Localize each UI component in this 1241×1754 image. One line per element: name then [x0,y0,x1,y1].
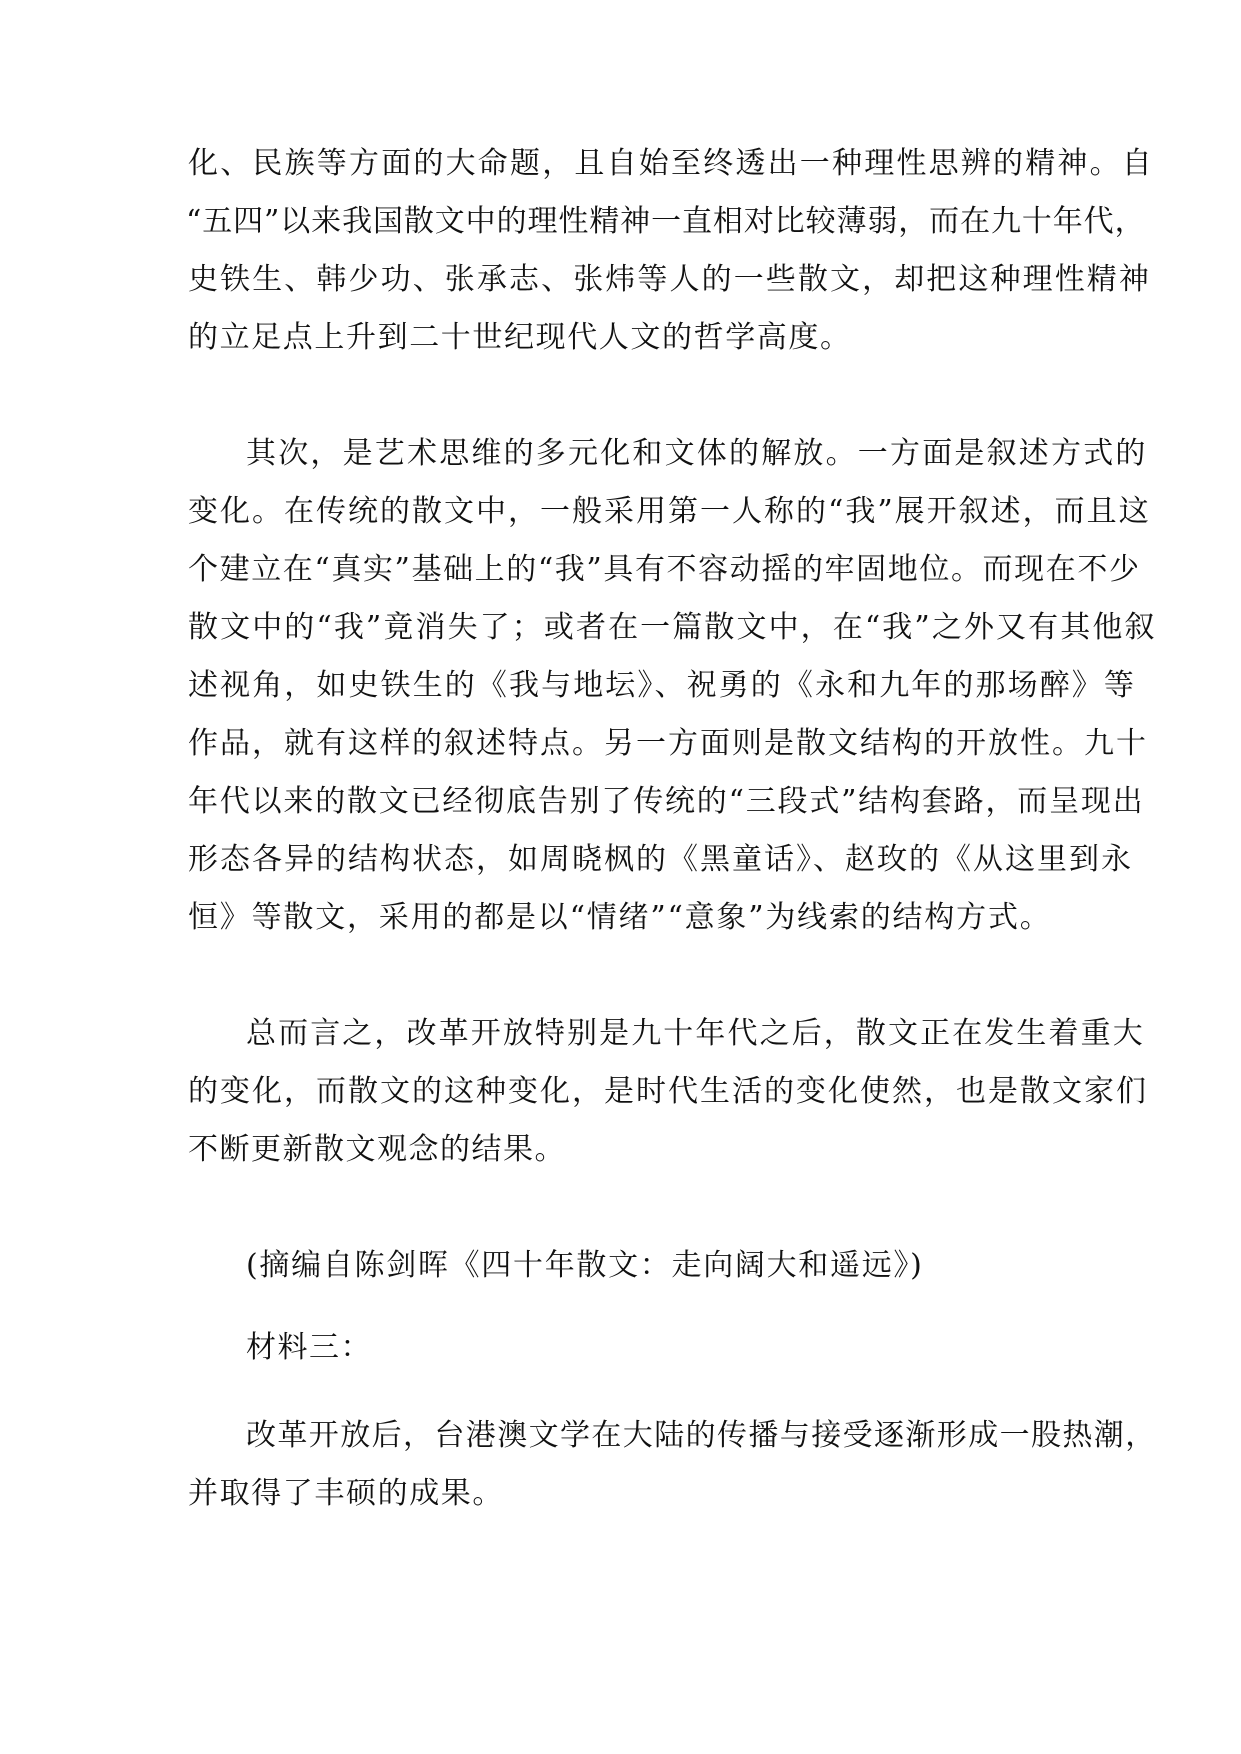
text-line [0,1124,1241,1176]
paragraph-first-line [0,1410,1241,1462]
text-line [0,312,1241,364]
text-line-content: 个建立在“真实”基础上的“我”具有不容动摇的牢固地位。而现在不少 [188,552,1141,587]
text-line [0,892,1241,944]
text-line [0,1066,1241,1118]
text-line-content: 的立足点上升到二十世纪现代人文的哲学高度。 [188,320,852,355]
text-line-content: 其次，是艺术思维的多元化和文体的解放。一方面是叙述方式的 [246,436,1148,471]
text-line-content: 的变化，而散文的这种变化，是时代生活的变化使然，也是散文家们 [188,1074,1148,1109]
text-line-content: 恒》等散文，采用的都是以“情绪”“意象”为线索的结构方式。 [188,900,1052,935]
text-line-content: 述视角，如史铁生的《我与地坛》、祝勇的《永和九年的那场醉》等 [188,668,1136,703]
text-line-content: “五四”以来我国散文中的理性精神一直相对比较薄弱，而在九十年代， [186,204,1146,239]
text-line [0,544,1241,596]
text-line-content: 散文中的“我”竟消失了；或者在一篇散文中，在“我”之外又有其他叙 [188,610,1157,645]
text-line-content: 年代以来的散文已经彻底告别了传统的“三段式”结构套路，而呈现出 [188,784,1145,819]
section-heading [0,1322,1241,1374]
text-line-content: 史铁生、韩少功、张承志、张炜等人的一些散文，却把这种理性精神 [188,262,1151,297]
text-line-content: 变化。在传统的散文中，一般采用第一人称的“我”展开叙述，而且这 [188,494,1151,529]
text-line-content: 改革开放后，台港澳文学在大陆的传播与接受逐渐形成一股热潮， [246,1418,1157,1453]
text-line [0,718,1241,770]
paragraph-first-line [0,428,1241,480]
text-line-content: 总而言之，改革开放特别是九十年代之后，散文正在发生着重大 [246,1016,1145,1051]
text-line [0,834,1241,886]
text-line [0,1468,1241,1520]
text-line-content: 并取得了丰硕的成果。 [188,1476,504,1511]
paragraph-first-line [0,1008,1241,1060]
text-line [0,196,1241,248]
text-line-content: (摘编自陈剑晖《四十年散文：走向阔大和遥远》) [246,1248,924,1283]
text-line [0,776,1241,828]
text-line [0,486,1241,538]
text-line [0,138,1241,190]
text-line [0,602,1241,654]
text-line-content: 材料三： [246,1330,372,1365]
text-line-content: 作品，就有这样的叙述特点。另一方面则是散文结构的开放性。九十 [188,726,1148,761]
text-line-content: 不断更新散文观念的结果。 [188,1132,566,1167]
text-line-content: 化、民族等方面的大命题，且自始至终透出一种理性思辨的精神。自 [188,146,1154,181]
text-line [0,660,1241,712]
source-citation [0,1240,1241,1292]
text-line [0,254,1241,306]
text-line-content: 形态各异的结构状态，如周晓枫的《黑童话》、赵玫的《从这里到永 [188,842,1133,877]
